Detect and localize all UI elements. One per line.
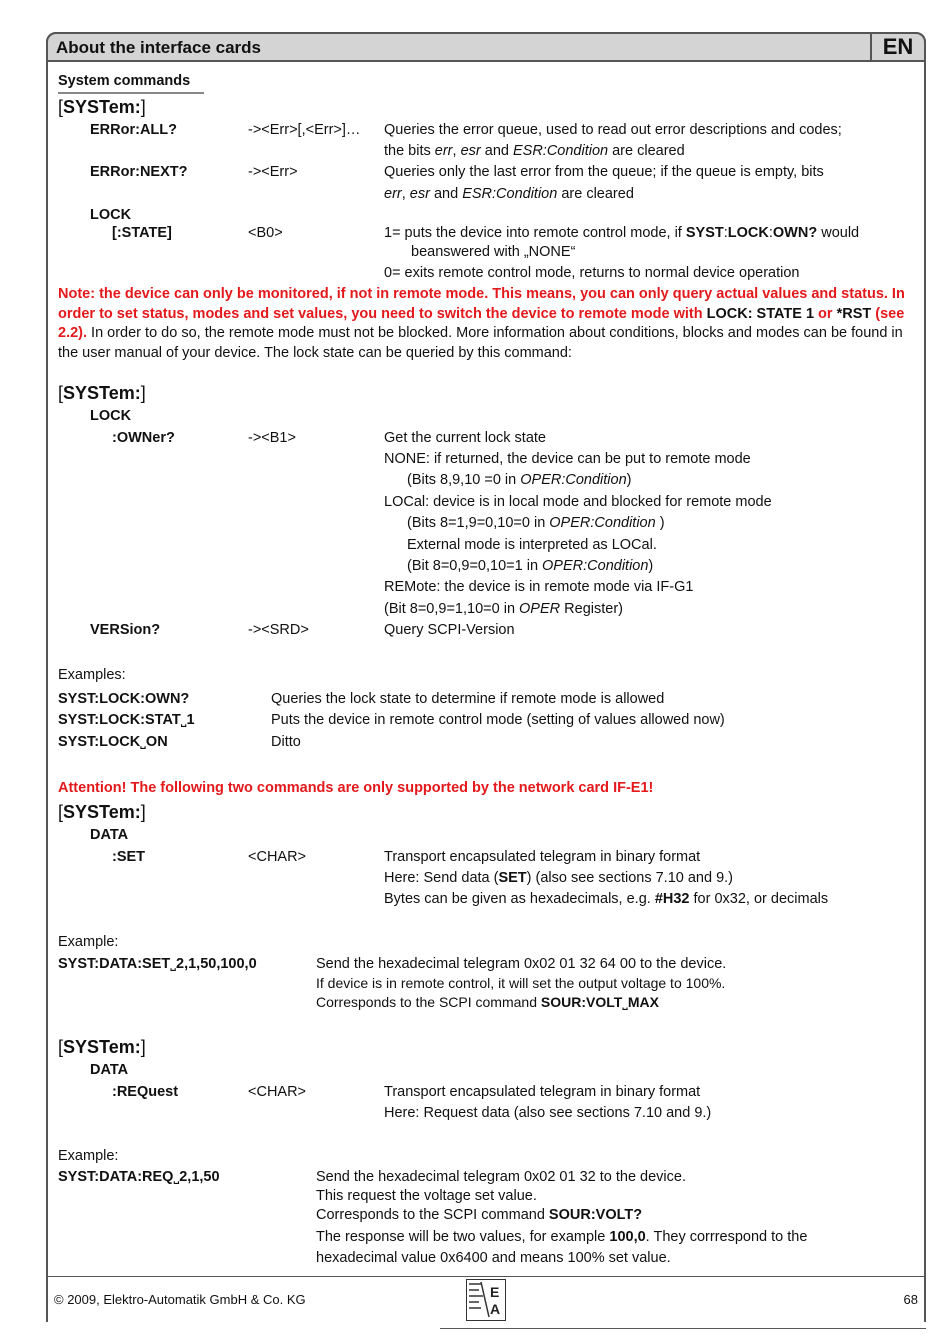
desc-error-all: Queries the error queue, used to read out error descriptions and codes; xyxy=(384,122,842,138)
example-label: Example: xyxy=(58,934,119,950)
page-header xyxy=(46,32,926,62)
command-version: VERSion? xyxy=(90,622,161,638)
desc-set-1: Transport encapsulated telegram in binary format xyxy=(384,849,701,865)
example-command: SYST:LOCK˽ON xyxy=(58,734,168,750)
example-command: SYST:DATA:REQ˽2,1,50 xyxy=(58,1169,220,1185)
example-desc: Queries the lock state to determine if remote mode is allowed xyxy=(271,691,665,707)
example-command: SYST:LOCK:OWN? xyxy=(58,691,190,707)
desc-external-bits: (Bit 8=0,9=0,10=1 in OPER:Condition) xyxy=(407,558,654,574)
desc-state-1: 1= puts the device into remote control mode, if SYST:LOCK:OWN? would xyxy=(384,225,860,241)
command-data: DATA xyxy=(90,1062,129,1078)
desc-set-2: Here: Send data (SET) (also see sections 7.10 and 9.) xyxy=(384,870,734,886)
desc-request-2: Here: Request data (also see sections 7.10 and 9.) xyxy=(384,1105,712,1121)
example-desc-3: Corresponds to the SCPI command SOUR:VOLT˽MAX xyxy=(316,994,659,1010)
example-desc-2: This request the voltage set value. xyxy=(316,1188,537,1204)
page-number: 68 xyxy=(903,1292,918,1307)
desc-local: LOCal: device is in local mode and blocked for remote mode xyxy=(384,494,772,510)
desc-external: External mode is interpreted as LOCal. xyxy=(407,537,657,553)
footer-bottom-rule xyxy=(440,1328,926,1329)
footer-copyright: © 2009, Elektro-Automatik GmbH & Co. KG xyxy=(54,1292,306,1307)
language-badge: EN xyxy=(870,32,924,62)
example-desc: Puts the device in remote control mode (setting of values allowed now) xyxy=(271,712,725,728)
desc-none-bits: (Bits 8,9,10 =0 in OPER:Condition) xyxy=(407,472,632,488)
example-desc-2: If device is in remote control, it will set the output voltage to 100%. xyxy=(316,975,726,991)
remote-mode-note: Note: the device can only be monitored, if not in remote mode. This means, you can only query actual values and status. In order to set status, modes and set values, you need to switch the device to remote mode with LOCK: STATE 1 or *RST (see 2.2). In order to do so, the remote mode must not be blocked. More information about conditions, blocks and modes can be found in the user manual of your device. The lock state can be queried by this command: xyxy=(58,286,905,361)
desc-version: Query SCPI-Version xyxy=(384,622,515,638)
example-command: SYST:DATA:SET˽2,1,50,100,0 xyxy=(58,956,257,972)
svg-text:E: E xyxy=(490,1284,500,1300)
param-set: <CHAR> xyxy=(248,849,307,865)
example-desc-5: hexadecimal value 0x6400 and means 100% set value. xyxy=(316,1250,671,1266)
example-desc-1: Send the hexadecimal telegram 0x02 01 32 to the device. xyxy=(316,1169,686,1185)
desc-remote: REMote: the device is in remote mode via IF-G1 xyxy=(384,579,694,595)
param-owner: -><B1> xyxy=(248,430,296,446)
desc-none: NONE: if returned, the device can be put to remote mode xyxy=(384,451,751,467)
desc-error-all-2: the bits err, esr and ESR:Condition are cleared xyxy=(384,143,685,159)
command-set: :SET xyxy=(112,849,146,865)
svg-text:A: A xyxy=(490,1301,501,1317)
desc-error-next: Queries only the last error from the queue; if the queue is empty, bits xyxy=(384,164,824,180)
command-error-all: ERRor:ALL? xyxy=(90,122,177,138)
section-heading: [SYSTem:] xyxy=(58,802,146,822)
desc-state-3: 0= exits remote control mode, returns to normal device operation xyxy=(384,265,800,281)
command-lock: LOCK xyxy=(90,207,132,223)
example-desc: Ditto xyxy=(271,734,301,750)
desc-set-3: Bytes can be given as hexadecimals, e.g. #H32 for 0x32, or decimals xyxy=(384,891,829,907)
example-command: SYST:LOCK:STAT˽1 xyxy=(58,712,195,728)
subheading-underline xyxy=(58,92,204,94)
command-data: DATA xyxy=(90,827,129,843)
example-desc-4: The response will be two values, for example 100,0. They corrrespond to the xyxy=(316,1229,808,1245)
section-heading: [SYSTem:] xyxy=(58,97,146,117)
desc-owner: Get the current lock state xyxy=(384,430,546,446)
desc-error-next-2: err, esr and ESR:Condition are cleared xyxy=(384,186,634,202)
param-state: <B0> xyxy=(248,225,283,241)
command-error-next: ERRor:NEXT? xyxy=(90,164,188,180)
example-desc-3: Corresponds to the SCPI command SOUR:VOLT? xyxy=(316,1207,643,1223)
desc-remote-bits: (Bit 8=0,9=1,10=0 in OPER Register) xyxy=(384,601,623,617)
company-logo-icon xyxy=(466,1279,506,1321)
section-heading: [SYSTem:] xyxy=(58,383,146,403)
header-title: About the interface cards xyxy=(56,38,261,57)
desc-local-bits: (Bits 8=1,9=0,10=0 in OPER:Condition ) xyxy=(407,515,665,531)
section-heading: [SYSTem:] xyxy=(58,1037,146,1057)
desc-state-2: beanswered with „NONE“ xyxy=(411,244,576,260)
footer-divider xyxy=(46,1276,926,1277)
desc-request-1: Transport encapsulated telegram in binary format xyxy=(384,1084,701,1100)
command-state: [:STATE] xyxy=(112,225,172,241)
command-owner: :OWNer? xyxy=(112,430,175,446)
param-error-all: -><Err>[,<Err>]… xyxy=(248,122,361,138)
command-lock: LOCK xyxy=(90,408,132,424)
param-request: <CHAR> xyxy=(248,1084,307,1100)
example-label: Example: xyxy=(58,1148,119,1164)
example-desc-1: Send the hexadecimal telegram 0x02 01 32 64 00 to the device. xyxy=(316,956,727,972)
attention-note: Attention! The following two commands are only supported by the network card IF-E1! xyxy=(58,780,654,796)
param-error-next: -><Err> xyxy=(248,164,298,180)
param-version: -><SRD> xyxy=(248,622,309,638)
command-request: :REQuest xyxy=(112,1084,179,1100)
examples-label: Examples: xyxy=(58,667,126,683)
subheading: System commands xyxy=(58,73,191,89)
